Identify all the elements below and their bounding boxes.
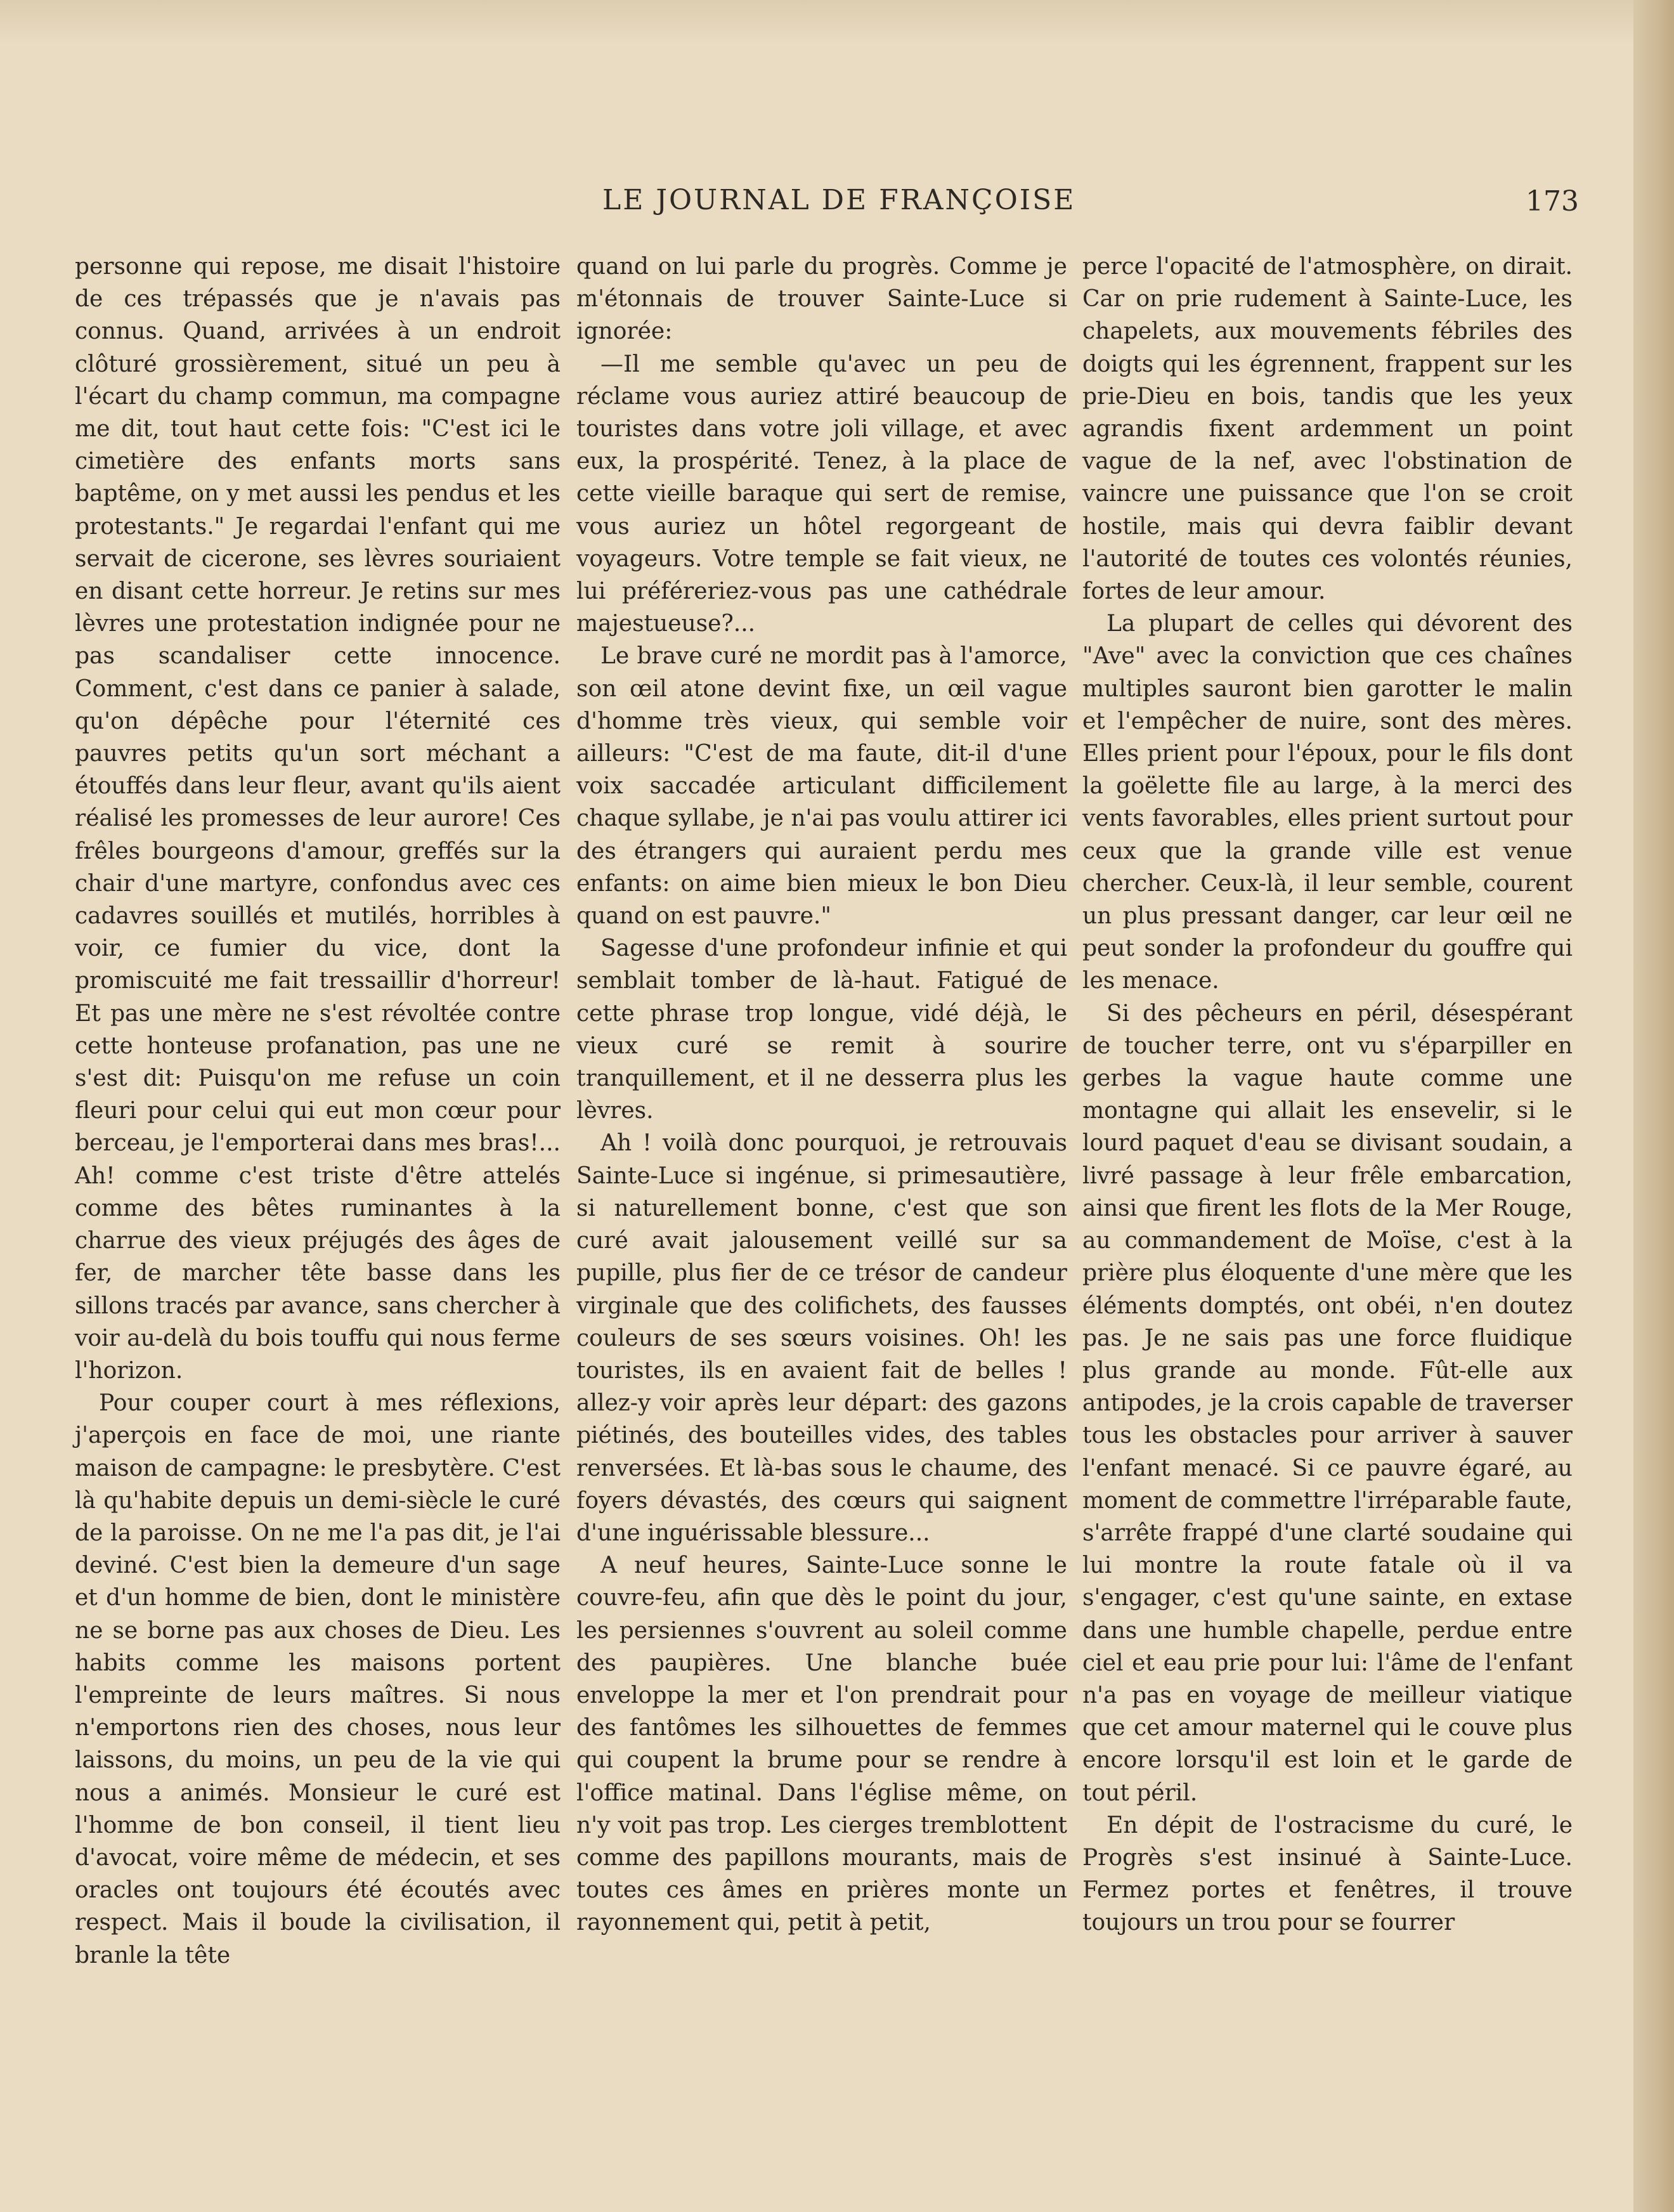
paragraph: Pour couper court à mes réflexions, j'aperçois en face de moi, une riante maison de campagne: le presbytère. C'est là qu'habite depuis un demi-siècle le curé de la paroisse. On ne me l'a pas dit, je l'ai deviné. C'est bien la demeure d'un sage et d'un homme de bien, dont le ministère ne se borne pas aux choses de Dieu. Les habits comme les maisons portent l'empreinte de leurs maîtres. Si nous n'emportons rien des choses, nous leur laissons, du moins, un peu de la vie qui nous a animés. Monsieur le curé est l'homme de bon conseil, il tient lieu d'avocat, voire même de médecin, et ses oracles ont toujours été écoutés avec respect. Mais il boude la civilisation, il branle la tête [75,1390,561,1968]
paragraph: Ah ! voilà donc pourquoi, je retrouvais Sainte-Luce si ingénue, si primesautière, si naturellement bonne, c'est que son curé avait jalousement veillé sur sa pupille, plus fier de ce trésor de candeur virginale que des colifichets, des fausses couleurs de ses sœurs voisines. Oh! les touristes, ils en avaient fait de belles ! allez-y voir après leur départ: des gazons piétinés, des bouteilles vides, des tables renversées. Et là-bas sous le chaume, des foyers dévastés, des cœurs qui saignent d'une inguérissable blessure... [576,1130,1067,1546]
page-top-shadow [0,0,1674,44]
paragraph: Si des pêcheurs en péril, désespérant de toucher terre, ont vu s'éparpiller en gerbes la vague haute comme une montagne qui allait les ensevelir, si le lourd paquet d'eau se divisant soudain, a livré passage à leur frêle embarcation, ainsi que firent les flots de la Mer Rouge, au commandement de Moïse, c'est à la prière plus éloquente d'une mère que les éléments domptés, ont obéi, n'en doutez pas. Je ne sais pas une force fluidique plus grande au monde. Fût-elle aux antipodes, je la crois capable de traverser tous les obstacles pour arriver à sauver l'enfant menacé. Si ce pauvre égaré, au moment de commettre l'irréparable faute, s'arrête frappé d'une clarté soudaine qui lui montre la route fatale où il va s'engager, c'est qu'une sainte, en extase dans une humble chapelle, perdue entre ciel et eau prie pour lui: l'âme de l'enfant n'a pas en voyage de meilleur viatique que cet amour maternel qui le couve plus encore lorsqu'il est loin et le garde de tout péril. [1082,1000,1573,1806]
paragraph: personne qui repose, me disait l'histoire de ces trépassés que je n'avais pas connus. Quand, arrivées à un endroit clôturé grossièrement, situé un peu à l'écart du champ commun, ma compagne me dit, tout haut cette fois: "C'est ici le cimetière des enfants morts sans baptême, on y met aussi les pendus et les protestants." Je regardai l'enfant qui me servait de cicerone, ses lèvres souriaient en disant cette horreur. Je retins sur mes lèvres une protestation indignée pour ne pas scandaliser cette innocence. Comment, c'est dans ce panier à salade, qu'on dépêche pour l'éternité ces pauvres petits qu'un sort méchant a étouffés dans leur fleur, avant qu'ils aient réalisé les promesses de leur aurore! Ces frêles bourgeons d'amour, greffés sur la chair d'une martyre, confondus avec ces cadavres souillés et mutilés, horribles à voir, ce fumier du vice, dont la promiscuité me fait tressaillir d'horreur! Et pas une mère ne s'est révoltée contre cette honteuse profanation, pas une ne s'est dit: Puisqu'on me refuse un coin fleuri pour celui qui eut mon cœur pour berceau, je l'emporterai dans mes bras!... Ah! comme c'est triste d'être attelés comme des bêtes ruminantes à la charrue des vieux préjugés des âges de fer, de marcher tête basse dans les sillons tracés par avance, sans chercher à voir au-delà du bois touffu qui nous ferme l'horizon. [75,254,561,1384]
page-edge-shadow [1633,0,1674,2212]
paragraph: En dépit de l'ostracisme du curé, le Progrès s'est insinué à Sainte-Luce. Fermez portes et fenêtres, il trouve toujours un trou pour se fourrer [1082,1812,1573,1936]
paragraph: Sagesse d'une profondeur infinie et qui semblait tomber de là-haut. Fatigué de cette phrase trop longue, vidé déjà, le vieux curé se remit à sourire tranquillement, et il ne desserra plus les lèvres. [576,935,1067,1124]
page-header [0,184,1674,222]
paragraph: A neuf heures, Sainte-Luce sonne le couvre-feu, afin que dès le point du jour, les persiennes s'ouvrent au soleil comme des paupières. Une blanche buée enveloppe la mer et l'on prendrait pour des fantômes les silhouettes de femmes qui coupent la brume pour se rendre à l'office matinal. Dans l'église même, on n'y voit pas trop. Les cierges tremblottent comme des papillons mourants, mais de toutes ces âmes en prières monte un rayonnement qui, petit à petit, [576,1552,1067,1936]
running-head: LE JOURNAL DE FRANÇOISE [602,184,1076,216]
text-column-3 [1082,250,1573,2128]
text-column-2 [576,250,1067,2128]
text-column-1 [75,250,561,2128]
paragraph: Le brave curé ne mordit pas à l'amorce, son œil atone devint fixe, un œil vague d'homme très vieux, qui semble voir ailleurs: "C'est de ma faute, dit-il d'une voix saccadée articulant difficilement chaque syllabe, je n'ai pas voulu attirer ici des étrangers qui auraient perdu mes enfants: on aime bien mieux le bon Dieu quand on est pauvre." [576,643,1067,930]
paragraph: perce l'opacité de l'atmosphère, on dirait. Car on prie rudement à Sainte-Luce, les chapelets, aux mouvements fébriles des doigts qui les égrennent, frappent sur les prie-Dieu en bois, tandis que les yeux agrandis fixent ardemment un point vague de la nef, avec l'obstination de vaincre une puissance que l'on se croit hostile, mais qui devra faiblir devant l'autorité de toutes ces volontés réunies, fortes de leur amour. [1082,254,1573,605]
paragraph: La plupart de celles qui dévorent des "Ave" avec la conviction que ces chaînes multiples sauront bien garotter le malin et l'empêcher de nuire, sont des mères. Elles prient pour l'époux, pour le fils dont la goëlette file au large, à la merci des vents favorables, elles prient surtout pour ceux que la grande ville est venue chercher. Ceux-là, il leur semble, courent un plus pressant danger, car leur œil ne peut sonder la profondeur du gouffre qui les menace. [1082,611,1573,994]
paragraph: quand on lui parle du progrès. Comme je m'étonnais de trouver Sainte-Luce si ignorée: [576,254,1067,345]
page-number: 173 [1526,185,1579,218]
paragraph: —Il me semble qu'avec un peu de réclame vous auriez attiré beaucoup de touristes dans votre joli village, et avec eux, la prospérité. Tenez, à la place de cette vieille baraque qui sert de remise, vous auriez un hôtel regorgeant de voyageurs. Votre temple se fait vieux, ne lui préféreriez-vous pas une cathédrale majestueuse?... [576,351,1067,637]
